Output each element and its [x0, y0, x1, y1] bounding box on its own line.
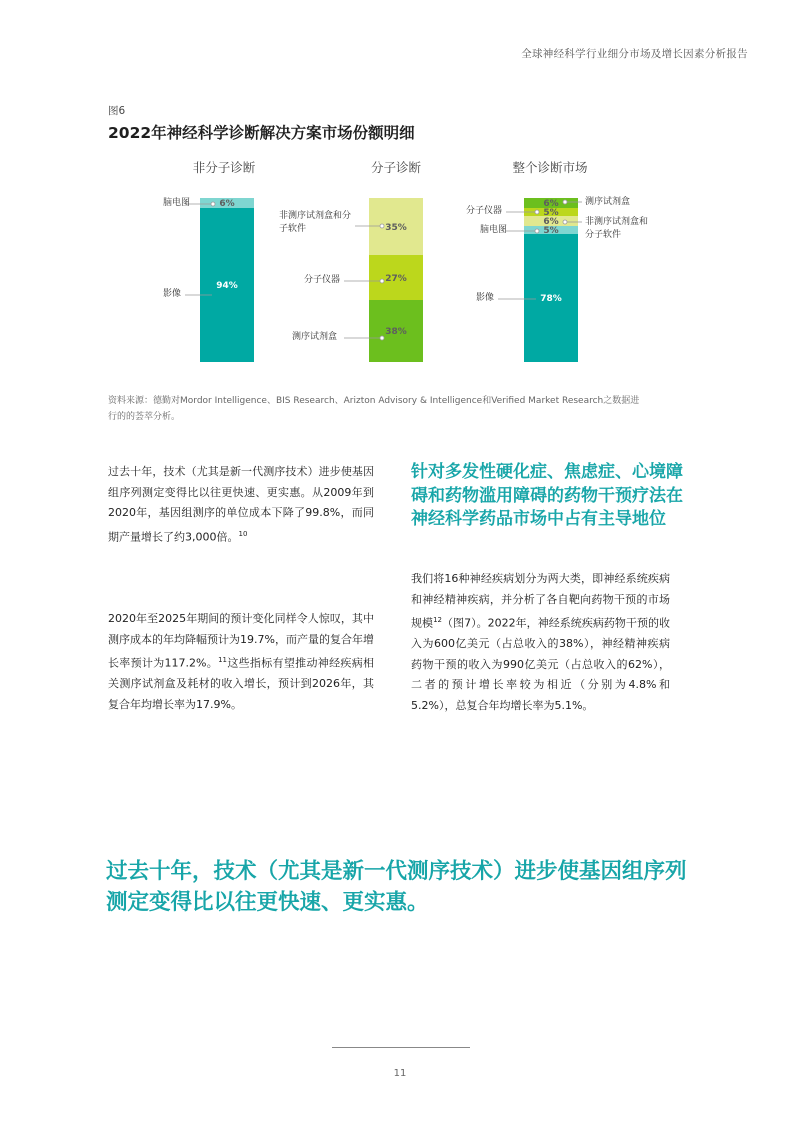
label-instruments-molecular: 分子仪器	[304, 275, 341, 285]
label-eeg-non-molecular: 脑电图	[163, 198, 191, 208]
left-paragraph-2-text-a: 2020年至2025年期间的预计变化同样令人惊叹，其中测序成本的年均降幅预计为19.7%，而产量的复合年增长率预计为117.2%。	[108, 612, 374, 670]
bar-segment-label-0-1: 6%	[219, 198, 235, 209]
report-header-title: 全球神经科学行业细分市场及增长因素分析报告	[521, 48, 748, 60]
chart-area	[0, 0, 793, 400]
footer-divider	[332, 1047, 470, 1048]
bar-segment-label-2-1: 5%	[543, 225, 559, 236]
label-kits-software-molecular-line1: 非测序试剂盒和分	[279, 211, 352, 221]
label-kits-software-total-line2: 分子软件	[585, 230, 622, 240]
right-paragraph	[411, 569, 670, 716]
leader-lines	[0, 0, 793, 400]
left-paragraph-1-text: 过去十年，技术（尤其是新一代测序技术）进步使基因组序列测定变得比以往更快速、更实惠。从2009年到2020年，基因组测序的单位成本下降了99.8%，而同期产量增长了约3,000倍。	[108, 465, 374, 544]
left-paragraph-2	[108, 609, 374, 715]
label-seq-kits-total: 测序试剂盒	[585, 197, 631, 207]
bar-segment-label-1-0: 38%	[385, 326, 407, 337]
bar-segment-label-1-1: 27%	[385, 273, 407, 284]
figure-source-note: 资料来源：德勤对Mordor Intelligence、BIS Research、Arizton Advisory & Intelligence和Verified Market Research之数据进行的的荟萃分析。	[108, 396, 640, 422]
footnote-ref-11: 11	[218, 656, 228, 664]
chart-title-total-market: 整个诊断市场	[512, 160, 588, 175]
footnote-ref-10: 10	[238, 529, 248, 538]
page-number: 11	[393, 1068, 407, 1079]
bar-segment-label-0-0: 94%	[216, 280, 238, 291]
label-instruments-total: 分子仪器	[466, 206, 503, 216]
section-heading-drug-intervention: 针对多发性硬化症、焦虑症、心境障碍和药物滥用障碍的药物干预疗法在神经科学药品市场中占有主导地位	[411, 462, 683, 529]
bar-segment-label-2-4: 6%	[543, 198, 559, 209]
bar-segment-label-2-2: 6%	[543, 216, 559, 227]
label-imaging-non-molecular: 影像	[163, 289, 182, 299]
label-seq-kits-molecular: 测序试剂盒	[292, 332, 338, 342]
bar-segment-label-2-0: 78%	[540, 294, 562, 305]
bar-segment-label-1-2: 35%	[385, 222, 407, 233]
label-imaging-total: 影像	[476, 293, 495, 303]
footnote-ref-12: 12	[433, 616, 442, 624]
pull-quote: 过去十年，技术（尤其是新一代测序技术）进步使基因组序列测定变得比以往更快速、更实惠。	[106, 859, 687, 915]
figure-label: 图6	[108, 105, 126, 117]
figure-title: 2022年神经科学诊断解决方案市场份额明细	[108, 124, 415, 142]
right-paragraph-text-b: （图7）。2022年，神经系统疾病药物干预的收入为600亿美元（占总收入的38%），神经精神疾病药物干预的收入为990亿美元（占总收入的62%），二者的预计增长率较为相近（分别为4.8%和5.2%），总复合年均增长率为5.1%。	[411, 616, 671, 712]
chart-title-non-molecular: 非分子诊断	[192, 160, 256, 175]
left-paragraph-1	[108, 462, 374, 548]
label-kits-software-molecular-line2: 子软件	[279, 224, 307, 234]
chart-title-molecular: 分子诊断	[370, 160, 421, 175]
left-paragraph-2-text-b: 这些指标有望推动神经疾病相关测序试剂盒及耗材的收入增长，预计到2026年，其复合年均增长率为17.9%。	[108, 656, 374, 711]
right-paragraph-text-a: 我们将16种神经疾病划分为两大类，即神经系统疾病和神经精神疾病，并分析了各自靶向药物干预的市场规模	[411, 572, 670, 630]
label-kits-software-total-line1: 非测序试剂盒和	[585, 217, 649, 227]
label-eeg-total: 脑电图	[480, 225, 508, 235]
bar-segment-label-2-3: 5%	[543, 207, 559, 218]
